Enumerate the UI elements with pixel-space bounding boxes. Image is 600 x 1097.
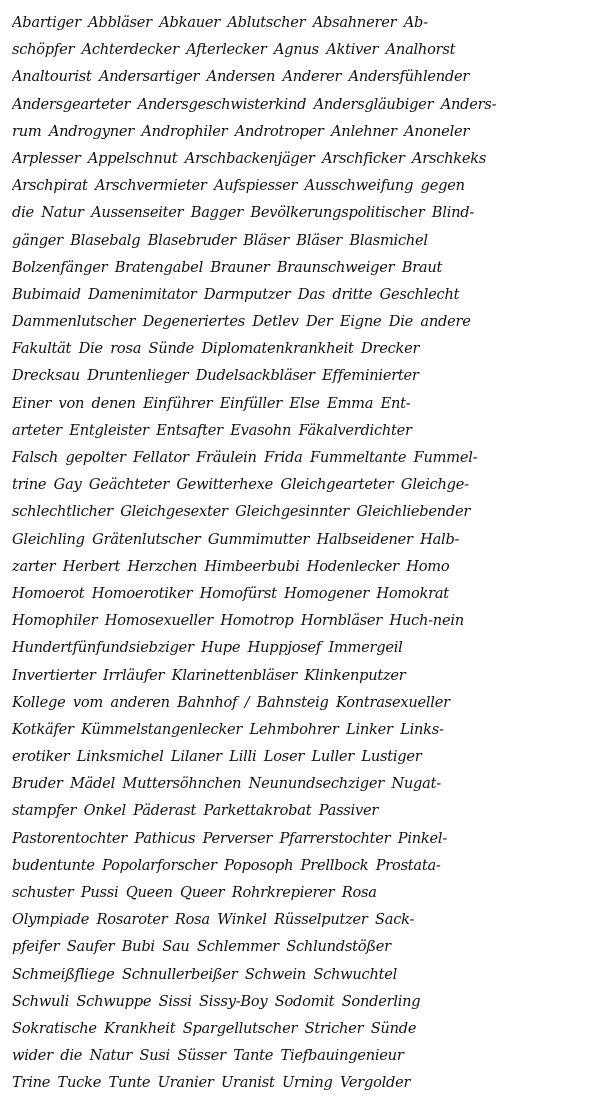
text-line: Dammenlutscher Degeneriertes Detlev Der Eigne Die andere	[12, 313, 471, 331]
text-line: Sokratische Krankheit Spargellutscher Stricher Sünde	[12, 1019, 417, 1037]
text-line: Olympiade Rosaroter Rosa Winkel Rüsselputzer Sack-	[12, 911, 415, 929]
text-line: Einer von denen Einführer Einfüller Else Emma Ent-	[12, 394, 411, 412]
text-line: Homoerot Homoerotiker Homofürst Homogener Homokrat	[12, 584, 449, 602]
text-line: Andersgearteter Andersgeschwisterkind Andersgläubiger Anders-	[12, 95, 497, 113]
text-line: Schwuli Schwuppe Sissi Sissy-Boy Sodomit Sonderling	[12, 992, 421, 1010]
text-line: wider die Natur Susi Süsser Tante Tiefbauingenieur	[12, 1047, 404, 1065]
text-line: Falsch gepolter Fellator Fräulein Frida Fummeltante Fummel-	[12, 449, 478, 466]
text-line: gänger Blasebalg Blasebruder Bläser Bläser Blasmichel	[12, 231, 428, 249]
text-line: Bolzenfänger Bratengabel Brauner Braunschweiger Braut	[12, 258, 443, 276]
text-line: Bruder Mädel Muttersöhnchen Neunundsechziger Nugat-	[12, 775, 441, 793]
text-line: schuster Pussi Queen Queer Rohrkrepierer Rosa	[12, 884, 377, 901]
text-line: Fakultät Die rosa Sünde Diplomatenkrankheit Drecker	[12, 340, 420, 358]
text-line: Drecksau Druntenlieger Dudelsackbläser Effeminierter	[12, 367, 419, 385]
text-line: Analtourist Andersartiger Andersen Anderer Andersfühlender	[12, 68, 470, 86]
text-line: Arplesser Appelschnut Arschbackenjäger Arschficker Arschkeks	[12, 149, 487, 167]
text-line: erotiker Linksmichel Lilaner Lilli Loser Luller Lustiger	[12, 748, 422, 766]
text-line: Gleichling Grätenlutscher Gummimutter Halbseidener Halb-	[12, 530, 460, 548]
text-line: pfeifer Saufer Bubi Sau Schlemmer Schlundstößer	[12, 938, 391, 956]
text-line: Abartiger Abbläser Abkauer Ablutscher Absahnerer Ab-	[12, 14, 428, 31]
text-line: stampfer Onkel Päderast Parkettakrobat Passiver	[12, 802, 379, 820]
text-line: Schmeißfliege Schnullerbeißer Schwein Schwuchtel	[12, 965, 398, 983]
text-line: trine Gay Geächteter Gewitterhexe Gleichgearteter Gleichge-	[12, 476, 469, 494]
text-line: Kollege vom anderen Bahnhof / Bahnsteig Kontrasexueller	[12, 693, 450, 711]
text-line: arteter Entgleister Entsafter Evasohn Fäkalverdichter	[12, 421, 412, 439]
text-line: Homophiler Homosexueller Homotrop Hornbläser Huch-nein	[12, 612, 464, 630]
handwritten-word-list	[12, 9, 590, 1097]
text-line: Pastorentochter Pathicus Perverser Pfarrerstochter Pinkel-	[12, 829, 448, 847]
text-line: rum Androgyner Androphiler Androtroper Anlehner Anoneler	[12, 122, 470, 140]
text-line: Trine Tucke Tunte Uranier Uranist Urning Vergolder	[12, 1074, 411, 1092]
text-line: Kotkäfer Kümmelstangenlecker Lehmbohrer Linker Links-	[12, 720, 444, 738]
text-line: die Natur Aussenseiter Bagger Bevölkerungspolitischer Blind-	[12, 204, 475, 222]
text-line: budentunte Popolarforscher Poposoph Prellbock Prostata-	[12, 856, 441, 874]
text-line: Hundertfünfundsiebziger Hupe Huppjosef Immergeil	[12, 639, 403, 657]
text-line: Bubimaid Damenimitator Darmputzer Das dritte Geschlecht	[12, 285, 460, 303]
text-line: schöpfer Achterdecker Afterlecker Agnus Aktiver Analhorst	[12, 41, 456, 59]
text-line: schlechtlicher Gleichgesexter Gleichgesinnter Gleichliebender	[12, 503, 471, 521]
text-line: Invertierter Irrläufer Klarinettenbläser Klinkenputzer	[12, 666, 406, 684]
text-line: zarter Herbert Herzchen Himbeerbubi Hodenlecker Homo	[12, 557, 450, 575]
text-line: Arschpirat Arschvermieter Aufspiesser Ausschweifung gegen	[12, 177, 465, 195]
